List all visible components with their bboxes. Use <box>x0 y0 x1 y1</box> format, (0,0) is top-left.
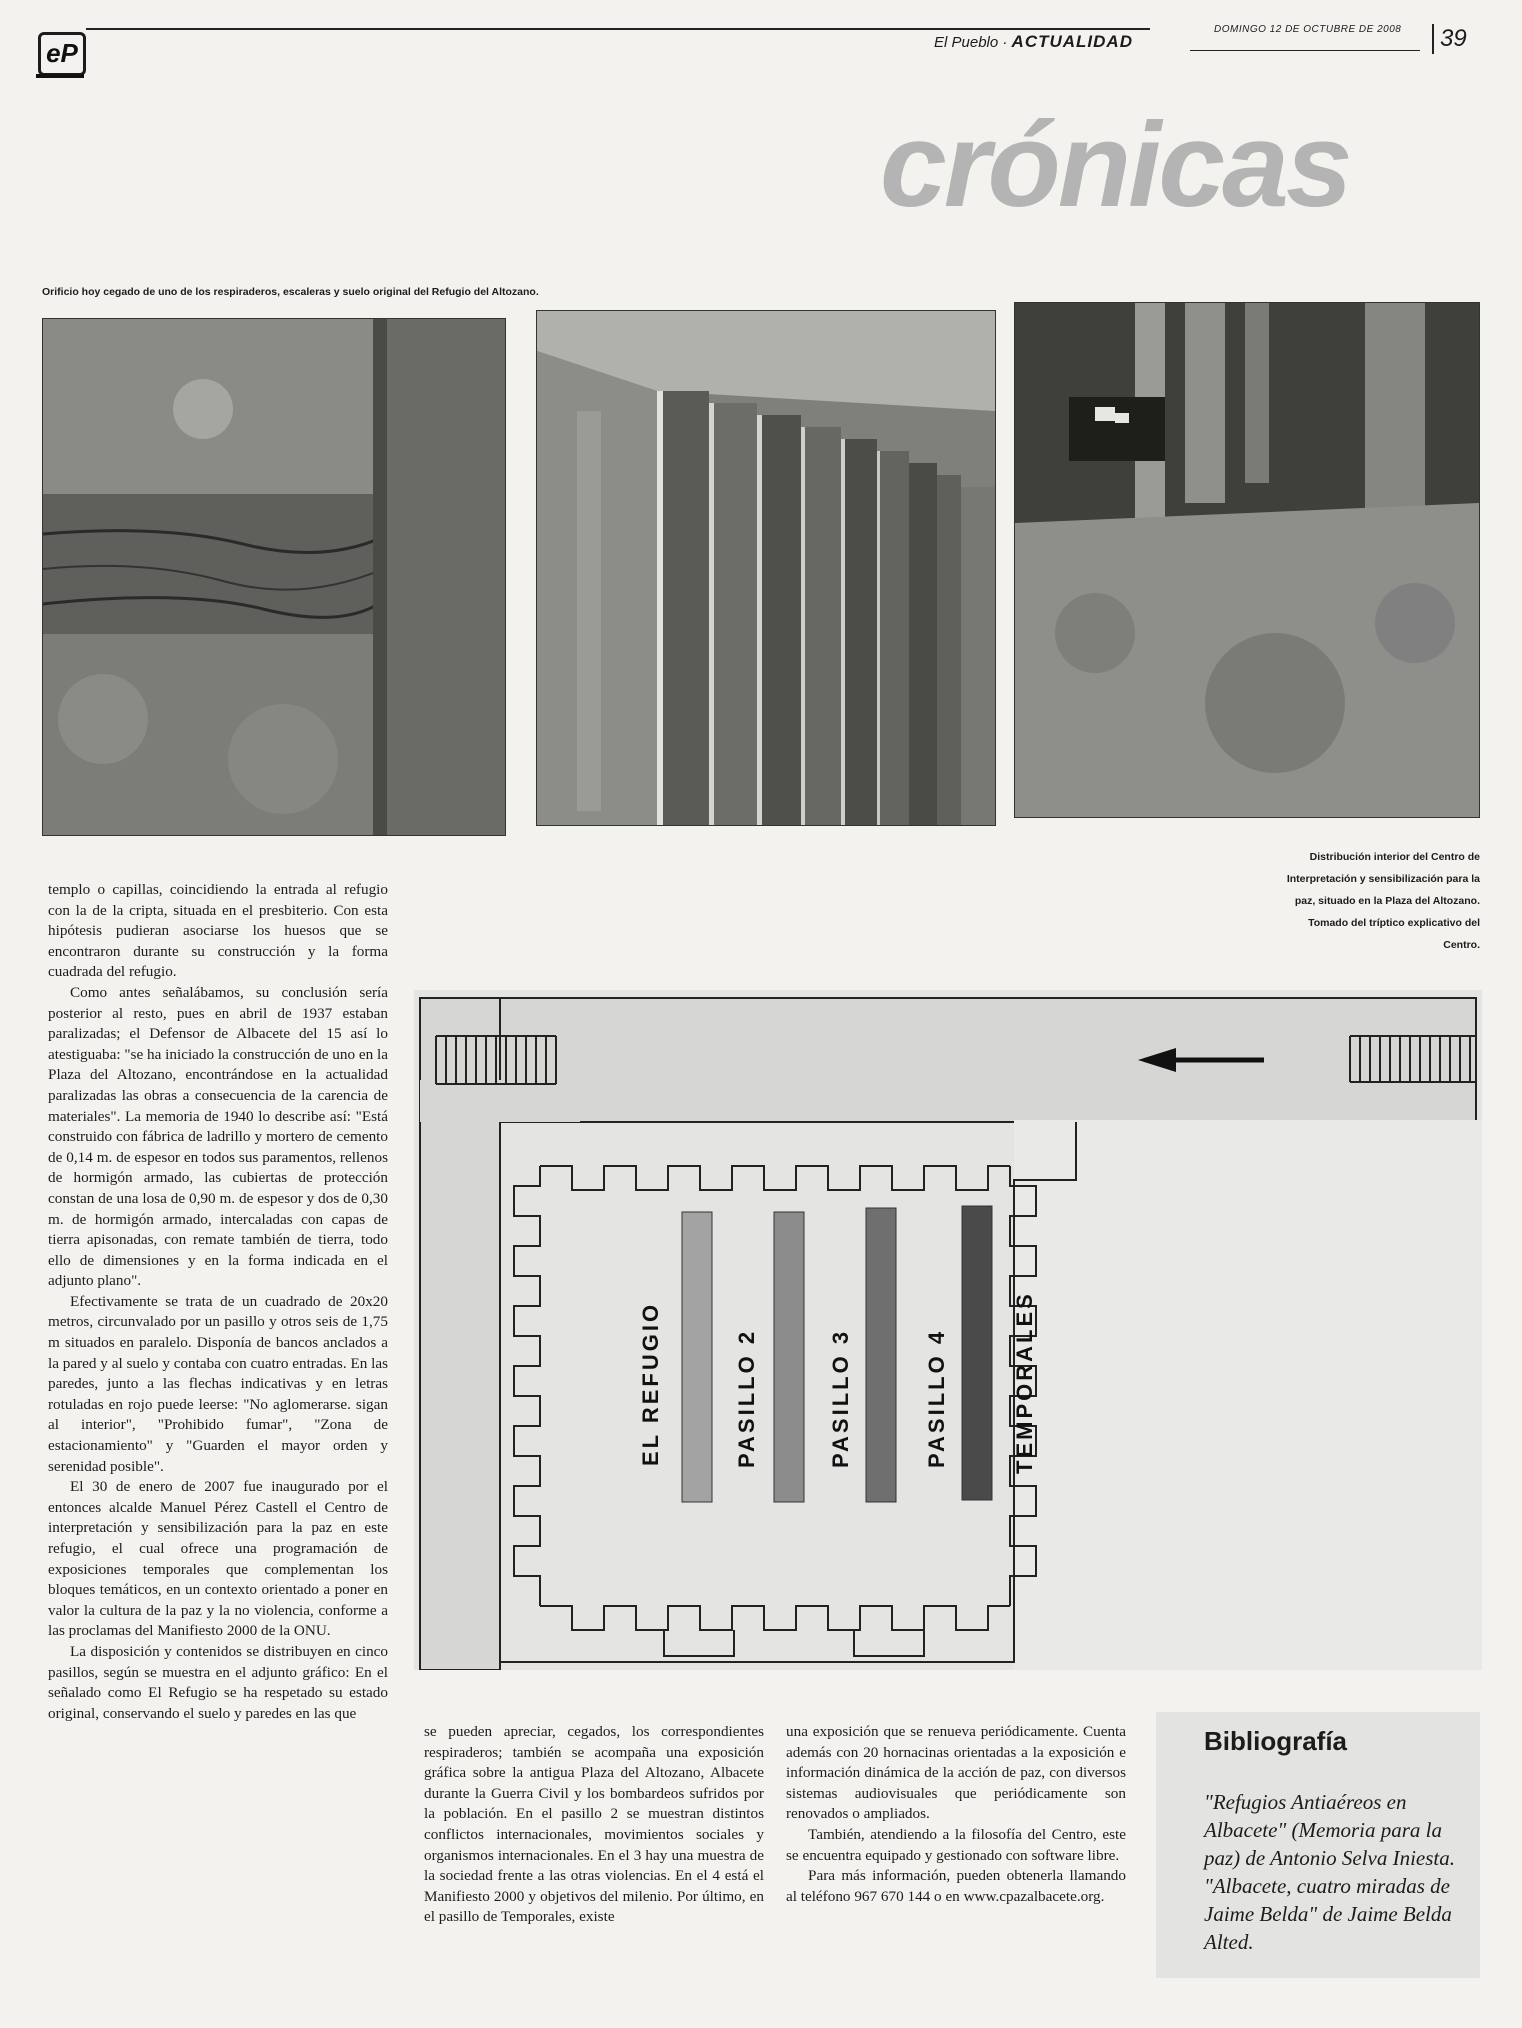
photo-stairs <box>536 310 996 826</box>
paragraph: Para más información, pueden obtenerla llamando al teléfono 967 670 144 o en www.cpazalbacete.org. <box>786 1867 1126 1905</box>
paragraph: La disposición y contenidos se distribuyen en cinco pasillos, según se muestra en el adjunto gráfico: En el señalado como El Refugio se ha respetado su estado original, conservando el suelo y paredes en las que <box>48 1642 388 1722</box>
section-name: ACTUALIDAD <box>1011 32 1133 51</box>
floor-plan-diagram <box>414 990 1482 1670</box>
photo-caption: Orificio hoy cegado de uno de los respiraderos, escaleras y suelo original del Refugio del Altozano. <box>42 286 539 298</box>
diagram-caption: Distribución interior del Centro de Interpretación y sensibilización para la paz, situado en la Plaza del Altozano. Tomado del tríptico explicativo del Centro. <box>1286 851 1480 951</box>
strip-refugio <box>682 1212 712 1502</box>
issue-date: DOMINGO 12 DE OCTUBRE DE 2008 <box>1214 24 1402 35</box>
article-column-3 <box>786 1722 1126 1907</box>
strip-pasillo-2 <box>774 1212 804 1502</box>
label-pasillo-2: PASILLO 2 <box>734 1328 759 1468</box>
photo-original-floor <box>1014 302 1480 818</box>
paragraph: templo o capillas, coincidiendo la entrada al refugio con la de la cripta, situada en el presbiterio. Con esta hipótesis pudieran asociarse los huesos que se encontraron durante su construcción y la forma cuadrada del refugio. <box>48 881 388 981</box>
article-column-2 <box>424 1722 764 1928</box>
bibliography-title: Bibliografía <box>1204 1726 1348 1756</box>
label-pasillo-4: PASILLO 4 <box>924 1328 949 1468</box>
date-rule <box>1190 50 1420 51</box>
page-number: 39 <box>1432 24 1467 54</box>
label-temporales: TEMPORALES <box>1012 1291 1037 1474</box>
label-pasillo-3: PASILLO 3 <box>828 1328 853 1468</box>
section-prefix: El Pueblo · <box>934 34 1012 51</box>
paragraph: El 30 de enero de 2007 fue inaugurado por el entonces alcalde Manuel Pérez Castell el Centro de interpretación y sensibilización para la paz en este refugio, el cual ofrece una programación de exposiciones temporales que complementan los bloques temáticos, en un contexto orientado a poner en valor la cultura de la paz y la no violencia, conforme a las proclamas del Manifiesto 2000 de la ONU. <box>48 1478 388 1640</box>
paragraph: Como antes señalábamos, su conclusión sería posterior al resto, pues en abril de 1937 estaban paralizadas; el Defensor de Albacete del 15 así lo atestiguaba: "se ha iniciado la construcción de uno en la Plaza del Altozano, encontrándose en la actualidad paralizadas las obras a consecuencia de la carencia de materiales". La memoria de 1940 lo describe así: "Está construido con fábrica de ladrillo y mortero de cemento de 0,14 m. de espesor en todos sus paramentos, rellenos de hormigón armado, las cubiertas de protección constan de una losa de 0,90 m. de espesor y dos de 0,30 m. de hormigón armado, intercaladas con capas de tierra apisonadas, con remate también de tierra, todo ello de dimensiones y en la forma indicada en el adjunto plano". <box>48 983 388 1290</box>
paragraph: se pueden apreciar, cegados, los correspondientes respiraderos; también se acompaña una exposición gráfica sobre la antigua Plaza del Altozano, Albacete durante la Guerra Civil y los bombardeos sufridos por la población. En el pasillo 2 se muestran distintos conflictos internacionales, movimientos sociales y organismos internacionales. En el 3 hay una muestra de la sociedad frente a las otras violencias. En el 4 está el Manifiesto 2000 y objetivos del milenio. Por último, en el pasillo de Temporales, existe <box>424 1723 764 1926</box>
strip-pasillo-4 <box>962 1206 992 1500</box>
section-label <box>934 32 1133 52</box>
bibliography-text: "Refugios Antiaéreos en Albacete" (Memoria para la paz) de Antonio Selva Iniesta. "Albacete, cuatro miradas de Jaime Belda" de Jaime Belda Alted. <box>1204 1790 1455 1954</box>
article-column-1 <box>48 880 388 1724</box>
photo-sealed-vent <box>42 318 506 836</box>
label-el-refugio: EL REFUGIO <box>638 1301 663 1466</box>
logo-underline <box>36 74 84 78</box>
newspaper-logo: eP <box>38 32 86 76</box>
header-rule <box>86 28 1150 30</box>
paragraph: Efectivamente se trata de un cuadrado de 20x20 metros, circunvalado por un pasillo y otros seis de 1,75 m situados en paralelo. Disponía de bancos anclados a la pared y al suelo y contaba con cuatro entradas. En las paredes, junto a las flechas indicativas y en letras rotuladas en rojo puede leerse: "No aglomerarse. sigan al interior", "Prohibido fumar", "Zona de estacionamiento" y "Guarden el mayor orden y serenidad posible". <box>48 1292 388 1475</box>
paragraph: una exposición que se renueva periódicamente. Cuenta además con 20 hornacinas orientadas a la exposición e información dinámica de la acción de paz, con diversos sistemas audiovisuales que periódicamente son renovados o ampliados. <box>786 1723 1126 1823</box>
strip-pasillo-3 <box>866 1208 896 1502</box>
paragraph: También, atendiendo a la filosofía del Centro, este se encuentra equipado y gestionado con software libre. <box>786 1825 1126 1864</box>
section-title: crónicas <box>880 98 1350 232</box>
